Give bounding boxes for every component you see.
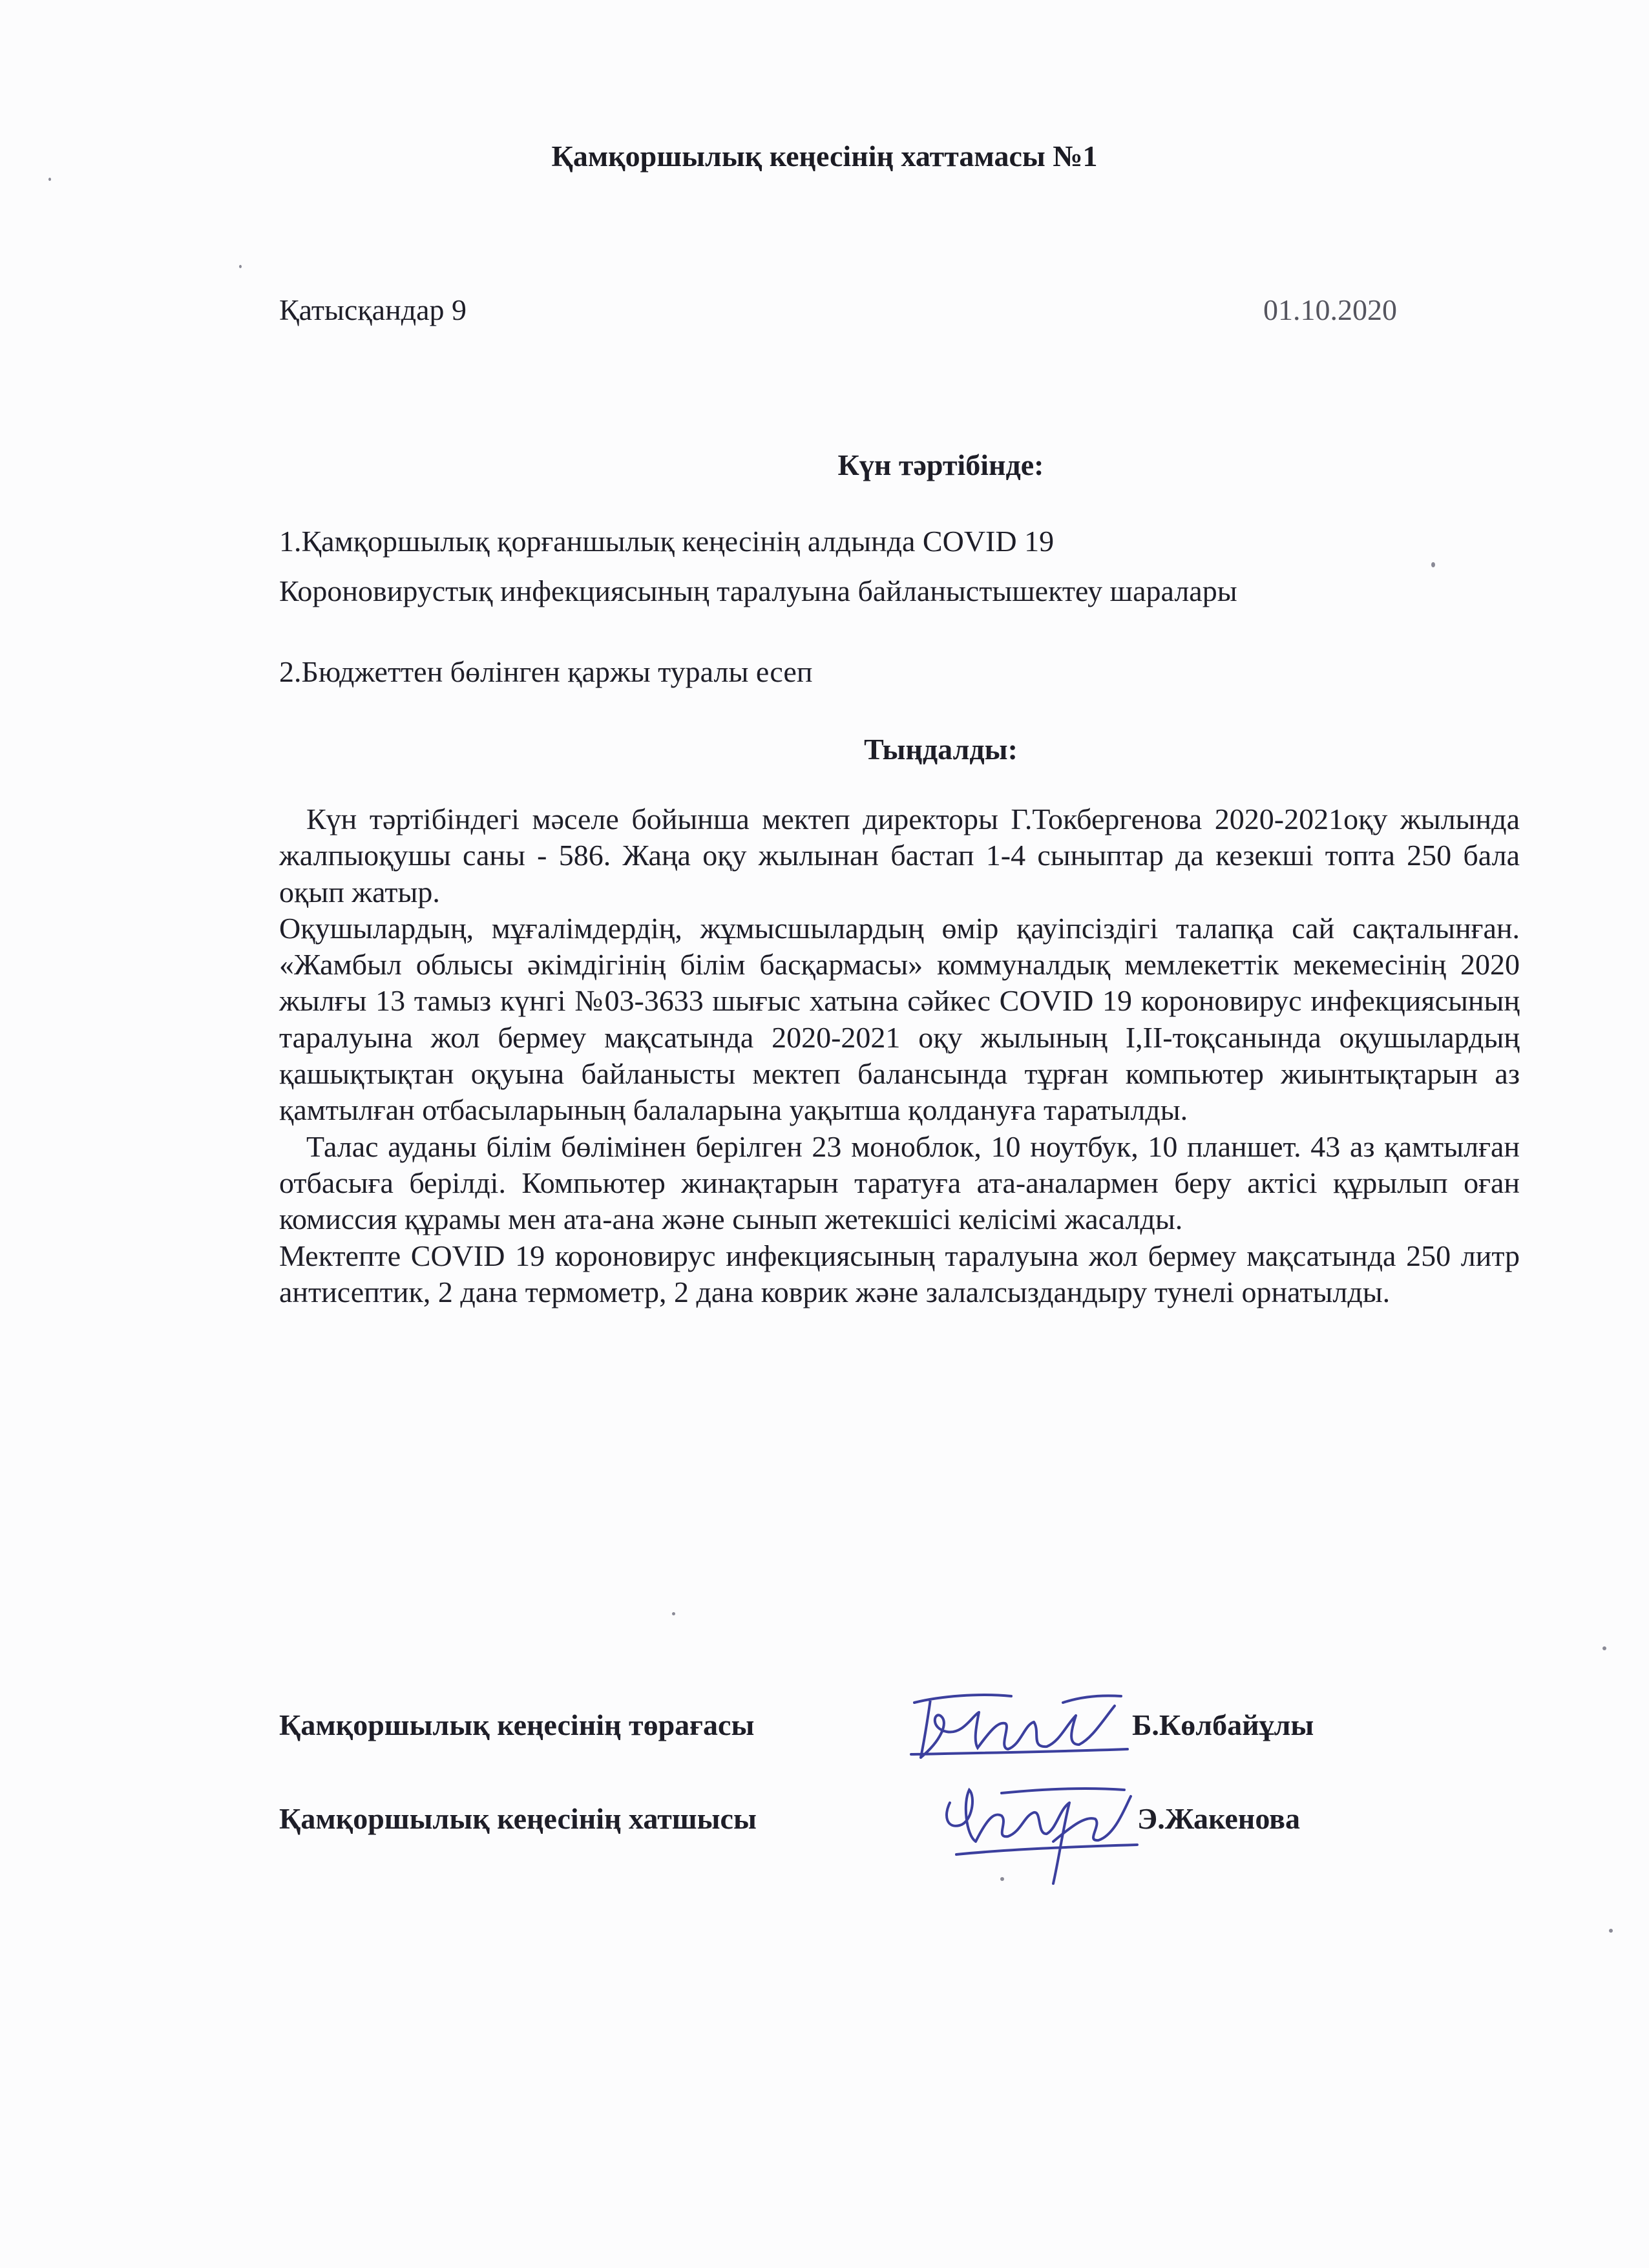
chairman-role: Қамқоршылық кеңесінің төрағасы <box>279 1708 755 1741</box>
paragraph-safety-distribution: Оқушылардың, мұғалімдердің, жұмысшылардың өмір қауіпсіздігі талапқа сай сақталынған. «Жамбыл облысы әкімдігінің білім басқармасы» коммуналдық мемлекеттік мекемесінің 2020 жылғы 13 тамыз күнгі №03-3633 шығыс хатына сәйкес COVID 19 короновирус инфекциясының таралуына жол бермеу мақсатында 2020-2021 оқу жылының I,II-тоқсанында оқушылардың қашықтықтан оқуына байланысты мектеп балансында тұрған компьютер жиынтықтарын аз қамтылған отбасыларының балаларына уақытша қолдануға таратылды. <box>279 911 1520 1127</box>
agenda-item-1-line-1: 1.Қамқоршылық қорғаншылық кеңесінің алдында COVID 19 <box>279 525 1055 558</box>
agenda-item-1-line-2: Короновирустық инфекциясының таралуына байланыстышектеу шаралары <box>279 574 1237 607</box>
secretary-signature <box>930 1764 1144 1893</box>
document-title: Қамқоршылық кеңесінің хаттамасы №1 <box>551 140 1098 173</box>
scan-speck <box>239 265 242 268</box>
scan-speck <box>1000 1877 1004 1881</box>
scan-speck <box>1602 1646 1606 1650</box>
minutes-body <box>279 801 1520 1310</box>
heard-heading: Тыңдалды: <box>864 733 1018 766</box>
document-date: 01.10.2020 <box>1263 293 1397 326</box>
chairman-name: Б.Көлбайұлы <box>1132 1708 1314 1741</box>
chairman-signature <box>901 1677 1134 1767</box>
paragraph-devices: Талас ауданы білім бөлімінен берілген 23 моноблок, 10 ноутбук, 10 планшет. 43 аз қамтылған отбасыға берілді. Компьютер жинақтарын таратуға ата-аналармен беру актісі құрылып оған комиссия құрамы мен ата-ана және сынып жетекшісі келісімі жасалды. <box>279 1129 1520 1236</box>
scan-speck <box>48 178 51 181</box>
secretary-role: Қамқоршылық кеңесінің хатшысы <box>279 1802 757 1835</box>
scan-speck <box>672 1612 675 1615</box>
scan-speck <box>1431 562 1435 567</box>
secretary-name: Э.Жакенова <box>1137 1802 1301 1835</box>
scan-speck <box>1609 1929 1613 1933</box>
agenda-item-2: 2.Бюджеттен бөлінген қаржы туралы есеп <box>279 655 813 688</box>
agenda-heading: Күн тәртібінде: <box>837 448 1044 481</box>
paragraph-director-report: Күн тәртібіндегі мәселе бойынша мектеп директоры Г.Токбергенова 2020-2021оқу жылында жалпыоқушы саны - 586. Жаңа оқу жылынан бастап 1-4 сыныптар да кезекші топта 250 бала оқып жатыр. <box>279 803 1520 908</box>
participants-count: Қатысқандар 9 <box>279 293 467 326</box>
paragraph-covid-measures: Мектепте COVID 19 короновирус инфекциясының таралуына жол бермеу мақсатында 250 литр антисептик, 2 дана термометр, 2 дана коврик және залалсыздандыру тунелі орнатылды. <box>279 1239 1520 1308</box>
